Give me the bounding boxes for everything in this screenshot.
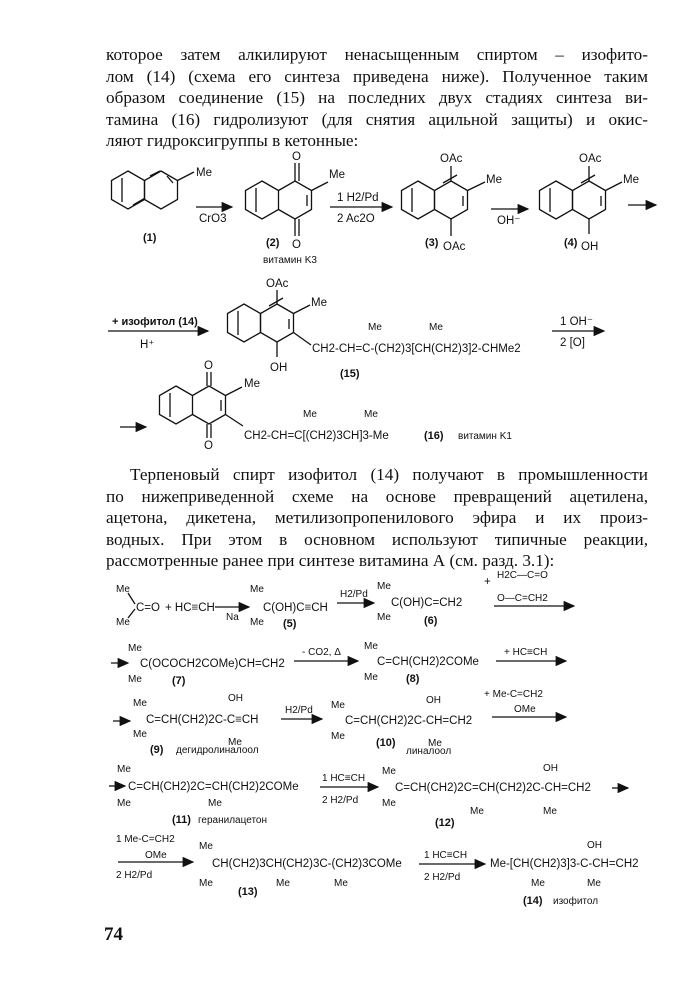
compound-label: (14) xyxy=(523,895,543,907)
compound-name: дегидролиналоол xyxy=(176,745,259,756)
me-label: Me xyxy=(331,700,345,711)
oac-label: OAc xyxy=(443,241,466,253)
me-label: Me xyxy=(133,698,147,709)
me-label: Me xyxy=(364,672,378,683)
me-label: Me xyxy=(587,878,601,889)
me-label: Me xyxy=(382,766,396,777)
oac-label: OAc xyxy=(266,278,289,290)
reagent-label: 1 HC≡CH xyxy=(322,773,366,784)
me-label: Me xyxy=(364,641,378,652)
compound-label: (4) xyxy=(564,237,578,249)
reagent-label: H2/Pd xyxy=(340,589,368,600)
me-label: Me xyxy=(199,878,213,889)
me-label: Me xyxy=(117,798,131,809)
me-label: Me xyxy=(196,167,212,179)
reagent-label: 1 H2/Pd xyxy=(337,192,379,204)
me-label: Me xyxy=(334,878,348,889)
me-label: Me xyxy=(429,322,443,333)
compound-name: изофитол xyxy=(553,896,599,907)
me-label: Me xyxy=(531,878,545,889)
compound-1-structure xyxy=(112,167,212,244)
text-line: ляют гидроксигруппы в кетонные: xyxy=(106,131,359,150)
me-label: Me xyxy=(208,798,222,809)
compound-label: (13) xyxy=(238,886,258,898)
side-chain: CH2-CH=C[(CH2)3CH]3-Me xyxy=(244,430,389,442)
oh-label: OH xyxy=(587,840,602,851)
compound-name: витамин K3 xyxy=(263,255,317,266)
oxygen-label: O xyxy=(292,239,301,251)
me-label: Me xyxy=(276,878,290,889)
me-label: Me xyxy=(428,738,442,749)
me-label: Me xyxy=(377,581,391,592)
me-label: Me xyxy=(116,617,130,628)
me-label: Me xyxy=(199,841,213,852)
compound-5: C(OH)C≡CH xyxy=(263,602,328,614)
me-label: Me xyxy=(128,643,142,654)
oh-label: OH xyxy=(270,362,288,374)
text-line: лом (14) (схема его синтеза приведена ниже). Полученное таким xyxy=(106,66,648,86)
compound-label: (8) xyxy=(406,673,420,685)
me-label: Me xyxy=(311,297,327,309)
me-label: Me xyxy=(303,409,317,420)
text-line: водных. При этом в основном используют типичные реакции, xyxy=(106,529,648,549)
compound-label: (16) xyxy=(424,430,444,442)
compound-name: витамин K1 xyxy=(458,431,512,442)
oac-label: OAc xyxy=(579,153,602,165)
compound-16-structure xyxy=(160,360,513,452)
me-label: Me xyxy=(250,617,264,628)
reagent-label: H2/Pd xyxy=(285,705,313,716)
oac-label: OAc xyxy=(440,153,463,165)
oh-label: OH xyxy=(543,763,558,774)
me-label: Me xyxy=(116,584,130,595)
plus-sign: + xyxy=(484,576,491,588)
compound-label: (15) xyxy=(340,368,360,380)
compound-11: C=CH(CH2)2C=CH(CH2)2COMe xyxy=(128,781,299,793)
side-chain: CH2-CH=C-(CH2)3[CH(CH2)3]2-CHMe2 xyxy=(312,343,521,355)
compound-label: (9) xyxy=(150,744,164,756)
compound-label: (7) xyxy=(172,675,186,687)
text-line: Терпеновый спирт изофитол (14) получают в промышленности xyxy=(130,465,648,484)
page-number: 74 xyxy=(104,924,123,945)
reagent-label: CrO3 xyxy=(199,213,227,225)
reagent: + HC≡CH xyxy=(165,602,215,614)
oxygen-label: O xyxy=(292,151,301,163)
compound-label: (11) xyxy=(172,814,191,826)
reagent-label: 2 H2/Pd xyxy=(116,870,153,881)
me-label: Me xyxy=(244,378,260,390)
me-label: Me xyxy=(331,731,345,742)
compound-4-structure xyxy=(540,153,639,253)
compound-label: (5) xyxy=(283,618,297,630)
reagent-label: 2 H2/Pd xyxy=(424,872,461,883)
me-label: Me xyxy=(486,174,502,186)
reagent-label: Na xyxy=(226,612,239,623)
me-label: Me xyxy=(128,674,142,685)
me-label: Me xyxy=(250,584,264,595)
me-label: Me xyxy=(329,169,345,181)
reagent-label: OMe xyxy=(145,850,167,861)
compound-label: (6) xyxy=(424,615,438,627)
compound-label: (12) xyxy=(435,817,455,829)
compound-9: C=CH(CH2)2C-C≡CH xyxy=(146,714,259,726)
reagent-label: + Me-C=CH2 xyxy=(484,689,543,700)
me-label: Me xyxy=(470,806,484,817)
reagent-label: - CO2, Δ xyxy=(302,647,341,658)
me-label: Me xyxy=(117,764,131,775)
reagent-label: 1 Me-C=CH2 xyxy=(116,834,175,845)
oxygen-label: O xyxy=(204,440,213,452)
diketene: H2C—C=O xyxy=(497,570,548,581)
compound-15-structure xyxy=(228,278,521,380)
text-line: которое затем алкилируют ненасыщенным спиртом – изофито- xyxy=(106,45,648,64)
compound-3-structure xyxy=(402,153,502,253)
reagent-label: 2 Ac2O xyxy=(337,213,375,225)
scheme-2 xyxy=(109,570,639,907)
compound-14: Me-[CH(CH2)3]3-C-CH=CH2 xyxy=(490,858,639,870)
compound-name: геранилацетон xyxy=(198,815,268,826)
compound-label: (3) xyxy=(425,237,439,249)
reagent-label: + HC≡CH xyxy=(504,647,548,658)
me-label: Me xyxy=(543,806,557,817)
reagent-label: 2 H2/Pd xyxy=(322,795,359,806)
me-label: Me xyxy=(377,612,391,623)
compound-7: C(OCOCH2COMe)CH=CH2 xyxy=(140,658,285,670)
text-line: ацетона, дикетена, метилизопропенилового эфира и их произ- xyxy=(106,508,648,527)
me-label: Me xyxy=(228,737,242,748)
me-label: Me xyxy=(133,729,147,740)
scheme-1 xyxy=(108,151,656,452)
reagent-label: H⁺ xyxy=(140,339,155,351)
text-line: тамина (16) гидролизуют (для снятия ацильной защиты) и окис- xyxy=(106,109,648,129)
reagent-label: OMe xyxy=(514,704,536,715)
reagent-label: OH⁻ xyxy=(497,215,521,227)
reagent-label: 2 [O] xyxy=(560,337,585,349)
compound-6: C(OH)C=CH2 xyxy=(391,597,463,609)
text-line: образом соединение (15) на последних двух стадиях синтеза ви- xyxy=(106,88,648,107)
oh-label: OH xyxy=(426,695,441,706)
compound-label: (10) xyxy=(376,737,396,749)
reagent-label: 1 OH⁻ xyxy=(560,316,593,328)
oxygen-label: O xyxy=(204,360,213,372)
text-line: по нижеприведенной схеме на основе превращений ацетилена, xyxy=(106,486,648,506)
me-label: Me xyxy=(623,174,639,186)
text-line: рассмотренные ранее при синтезе витамина А (см. разд. 3.1): xyxy=(106,551,555,570)
oh-label: OH xyxy=(228,693,243,704)
compound-label: (1) xyxy=(143,232,157,244)
compound-2-structure xyxy=(246,151,345,266)
reagent-label: + изофитол (14) xyxy=(112,316,198,328)
compound-13: CH(CH2)3CH(CH2)3C-(CH2)3COMe xyxy=(212,858,402,870)
acetone: C=O xyxy=(136,602,160,614)
reagent-label: 1 HC≡CH xyxy=(424,850,468,861)
me-label: Me xyxy=(382,798,396,809)
me-label: Me xyxy=(364,409,378,420)
compound-name: линалоол xyxy=(406,746,452,757)
diketene: O—C=CH2 xyxy=(497,593,548,604)
compound-8: C=CH(CH2)2COMe xyxy=(377,656,479,668)
compound-label: (2) xyxy=(266,237,280,249)
compound-10: C=CH(CH2)2C-CH=CH2 xyxy=(345,715,473,727)
me-label: Me xyxy=(368,322,382,333)
oh-label: OH xyxy=(581,241,599,253)
compound-12: C=CH(CH2)2C=CH(CH2)2C-CH=CH2 xyxy=(395,782,591,794)
